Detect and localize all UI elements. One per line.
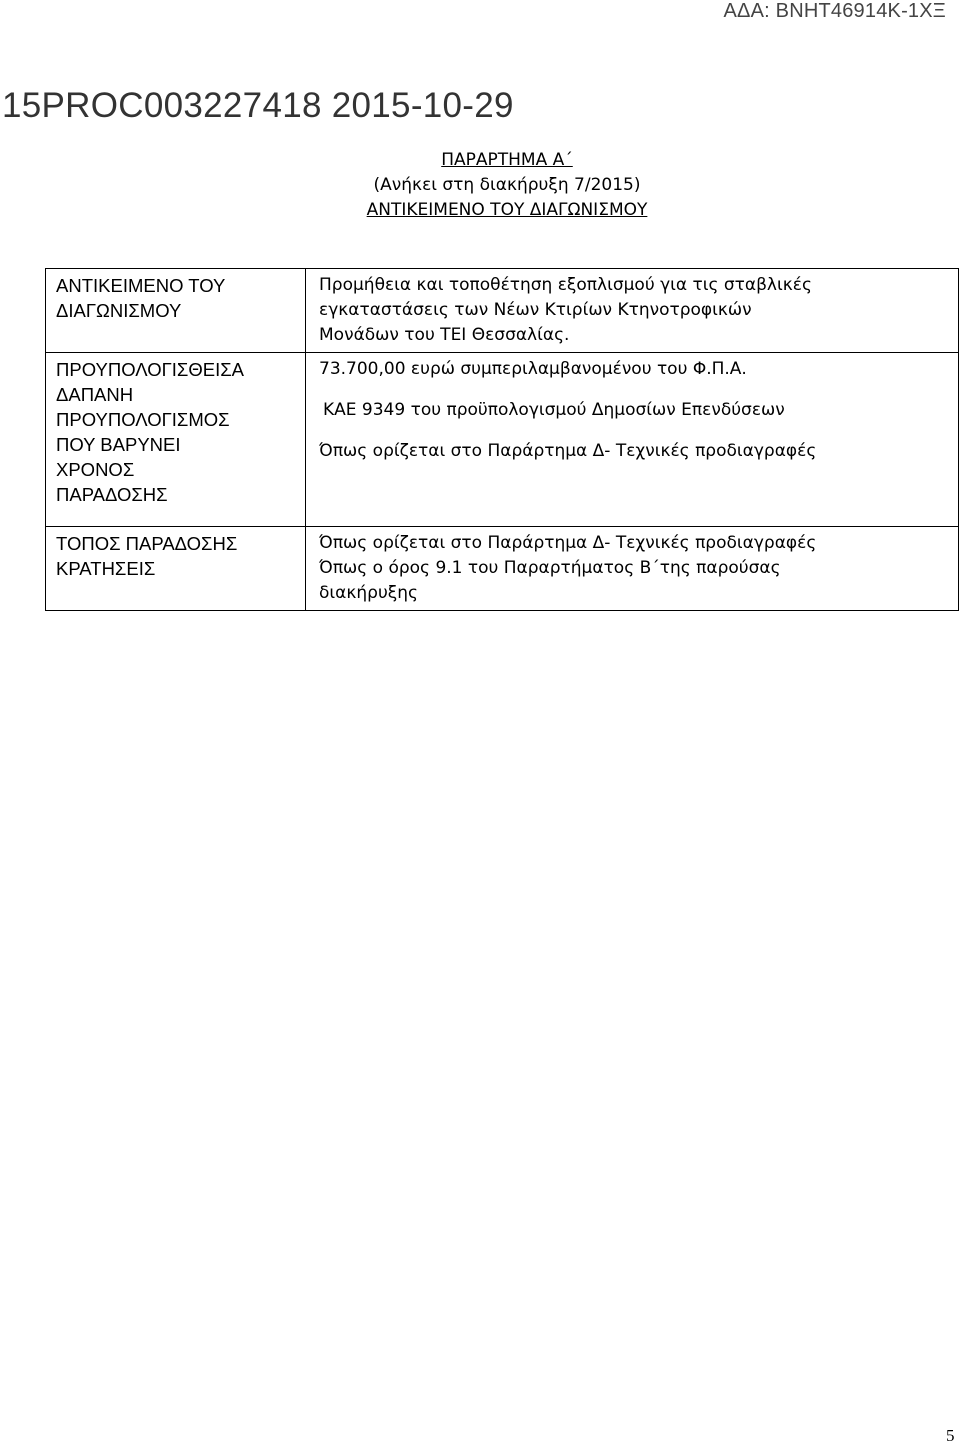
- row-value-cell: [306, 353, 959, 527]
- value-line: Μονάδων του ΤΕΙ Θεσσαλίας.: [319, 325, 570, 345]
- row-label-cell: [46, 527, 306, 611]
- table-row: [46, 269, 959, 353]
- label-line: ΠΟΥ ΒΑΡΥΝΕΙ: [56, 434, 181, 455]
- spacer: [319, 423, 954, 439]
- label-line: ΔΑΠΑΝΗ: [56, 384, 134, 405]
- document-id: 15PROC003227418 2015-10-29: [2, 86, 514, 125]
- deductions-value: Όπως ο όρος 9.1 του Παραρτήματος Β΄της παρούσας: [319, 558, 781, 578]
- row-value-cell: [306, 269, 959, 353]
- specification-table: [45, 268, 959, 611]
- page-number: 5: [946, 1426, 955, 1445]
- delivery-place-value: Όπως ορίζεται στο Παράρτημα Δ- Τεχνικές προδιαγραφές: [319, 533, 817, 553]
- value-line: Προμήθεια και τοποθέτηση εξοπλισμού για τις σταβλικές: [319, 275, 812, 295]
- label-line: ΔΙΑΓΩΝΙΣΜΟΥ: [56, 300, 182, 321]
- table-row: [46, 527, 959, 611]
- spacer: [56, 507, 299, 522]
- annex-subject-heading: ΑΝΤΙΚΕΙΜΕΝΟ ΤΟΥ ΔΙΑΓΩΝΙΣΜΟΥ: [366, 200, 648, 220]
- delivery-time-value: Όπως ορίζεται στο Παράρτημα Δ- Τεχνικές προδιαγραφές: [319, 441, 817, 461]
- annex-title: ΠΑΡΑΡΤΗΜΑ Α΄: [441, 150, 573, 170]
- annex-heading: [0, 148, 960, 223]
- spacer: [319, 382, 954, 398]
- ada-code: ΑΔΑ: ΒΝΗΤ46914Κ-1ΧΞ: [723, 0, 946, 22]
- table-row: [46, 353, 959, 527]
- label-line: ΚΡΑΤΗΣΕΙΣ: [56, 558, 156, 579]
- label-line: ΠΑΡΑΔΟΣΗΣ: [56, 484, 168, 505]
- label-line: ΧΡΟΝΟΣ: [56, 459, 135, 480]
- label-line: ΠΡΟΥΠΟΛΟΓΙΣΘΕΙΣΑ: [56, 359, 245, 380]
- label-line: ΠΡΟΥΠΟΛΟΓΙΣΜΟΣ: [56, 409, 230, 430]
- row-label-cell: [46, 269, 306, 353]
- label-line: ΤΟΠΟΣ ΠΑΡΑΔΟΣΗΣ: [56, 533, 238, 554]
- deductions-value-cont: διακήρυξης: [319, 583, 419, 603]
- budget-value: 73.700,00 ευρώ συμπεριλαμβανομένου του Φ.Π.Α.: [319, 359, 747, 379]
- annex-subtitle: (Ανήκει στη διακήρυξη 7/2015): [373, 175, 641, 195]
- row-label-cell: [46, 353, 306, 527]
- label-line: ΑΝΤΙΚΕΙΜΕΝΟ ΤΟΥ: [56, 275, 226, 296]
- value-line: εγκαταστάσεις των Νέων Κτιρίων Κτηνοτροφικών: [319, 300, 752, 320]
- row-value-cell: [306, 527, 959, 611]
- budget-line-value: ΚΑΕ 9349 του προϋπολογισμού Δημοσίων Επενδύσεων: [323, 400, 785, 420]
